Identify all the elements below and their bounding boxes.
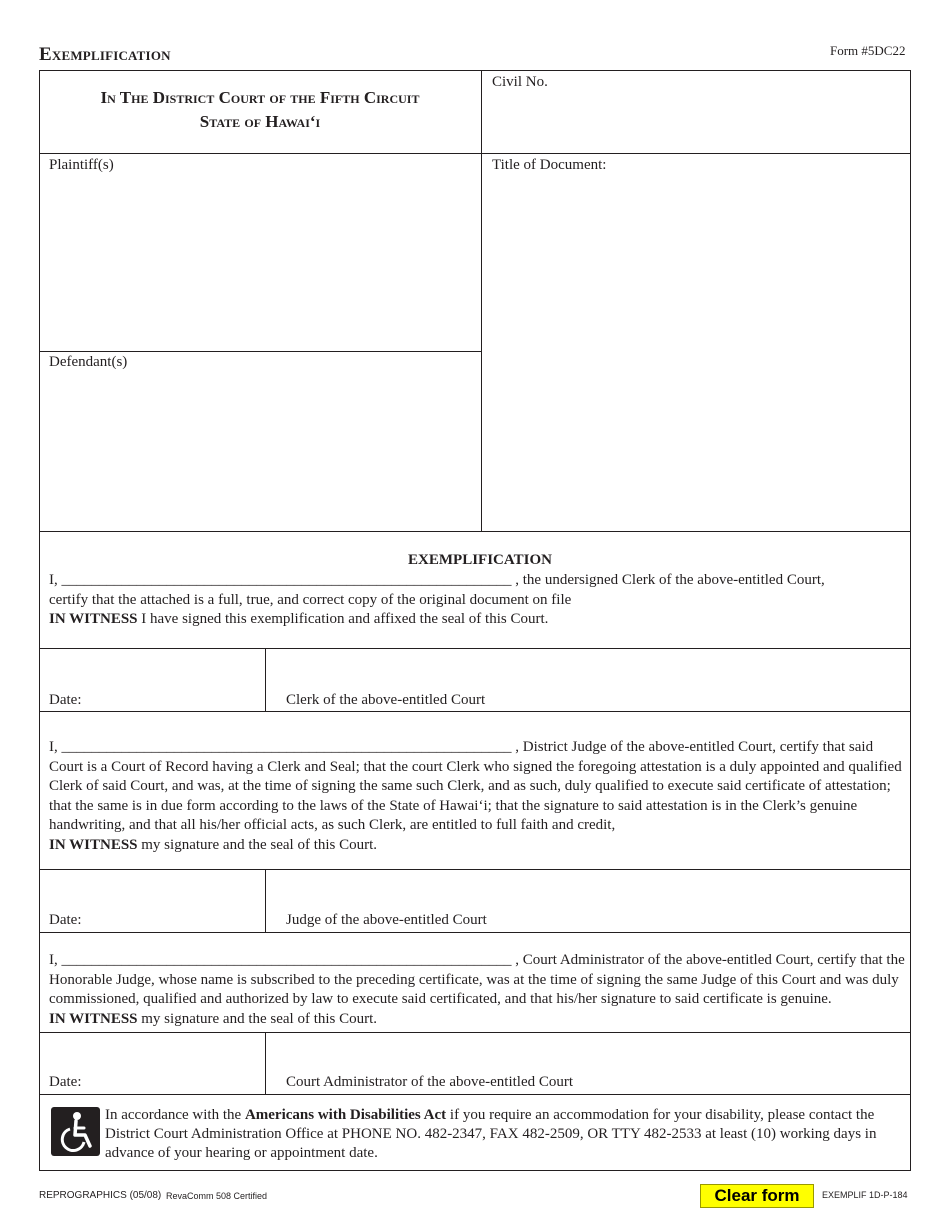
title-of-document-field[interactable]: Title of Document: [492,157,607,173]
court-name: In The District Court of the Fifth Circuit [100,88,420,107]
admin-prefix: I, [49,952,62,968]
admin-date-field[interactable]: Date: [49,1074,82,1090]
admin-certification [49,951,909,1029]
admin-witness-rest: my signature and the seal of this Court. [137,1010,378,1027]
plaintiffs-field[interactable]: Plaintiff(s) [49,157,114,173]
defendants-field[interactable]: Defendant(s) [49,354,128,370]
form-number: Form #5DC22 [830,43,906,58]
clerk-line2: certify that the attached is a full, true, and correct copy of the original document on file [49,591,572,608]
judge-certification [49,738,909,855]
divider [39,932,911,933]
caption-row-line [39,153,911,154]
clerk-date-field[interactable]: Date: [49,692,82,708]
ada-notice [105,1106,911,1163]
clear-form-button[interactable]: Clear form [700,1184,814,1208]
judge-name-blank[interactable]: ____________________________________________________________ [61,739,512,755]
admin-signature-field[interactable]: Court Administrator of the above-entitled Court [286,1074,574,1090]
certified-label: RevaComm 508 Certified [166,1191,268,1201]
admin-body: , Court Administrator of the above-entitled Court, certify that the Honorable Judge, whose name is subscribed to the preceding certificate, was at the time of signing the same Judge of this Court and was duly commissioned, qualified and authorized by law to execute said certificated, and that his/her signature to said certificate is genuine. [49,952,905,1007]
court-heading [40,86,480,134]
judge-witness-bold: IN WITNESS [49,836,138,853]
clerk-witness-rest: I have signed this exemplification and affixed the seal of this Court. [137,611,549,627]
wheelchair-icon [51,1107,100,1156]
judge-date-field[interactable]: Date: [49,912,82,928]
plaintiff-defendant-line [39,351,481,352]
court-state: State of Hawai‘i [199,112,321,131]
clerk-signature-field[interactable]: Clerk of the above-entitled Court [286,692,486,708]
clerk-name-blank[interactable]: ____________________________________________________________ [61,572,512,588]
divider [39,711,911,712]
divider [265,869,266,932]
clerk-witness-bold: IN WITNESS [49,611,138,627]
divider [265,648,266,711]
clerk-prefix: I, [49,572,62,588]
divider [39,869,911,870]
ada-body: if you require an accommodation for your disability, please contact the District Court Administration Office at PHONE NO. 482-2347, FAX 482-2509, OR TTY 482-2533 at least (10) working days in advance of your hearing or appointment date. [105,1107,877,1161]
caption-divider [481,70,482,532]
civil-no-field[interactable]: Civil No. [492,74,548,90]
clerk-line1-suffix: , the undersigned Clerk of the above-entitled Court, [511,572,825,588]
admin-witness-bold: IN WITNESS [49,1010,138,1027]
form-title: Exemplification [39,44,171,65]
admin-name-blank[interactable]: ____________________________________________________________ [61,952,512,968]
ada-prefix: In accordance with the [105,1107,245,1123]
judge-witness-rest: my signature and the seal of this Court. [137,836,378,853]
ada-act: Americans with Disabilities Act [244,1107,447,1123]
reprographics-label: REPROGRAPHICS (05/08) [39,1190,162,1201]
divider [39,1094,911,1095]
judge-prefix: I, [49,739,62,755]
divider [39,648,911,649]
exemplification-heading: EXEMPLIFICATION [408,552,552,568]
judge-signature-field[interactable]: Judge of the above-entitled Court [286,912,487,928]
divider [265,1032,266,1094]
judge-body: , District Judge of the above-entitled Court, certify that said Court is a Court of Record having a Clerk and Seal; that the court Clerk who signed the foregoing attestation is a duly appointed and qualified Clerk of said Court, and was, at the time of signing the same such Clerk, and as such, duly qualified to execute said certificate of attestation; that the same is in due form according to the laws of the State of Hawai‘i; that the signature to said attestation is in the Clerk’s genuine handwriting, and that all his/her official acts, as such Clerk, are entitled to full faith and credit, [49,739,902,833]
divider [39,1032,911,1033]
caption-bottom-line [39,531,911,532]
form-code: EXEMPLIF 1D-P-184 [822,1190,908,1200]
clerk-certification [49,571,909,630]
